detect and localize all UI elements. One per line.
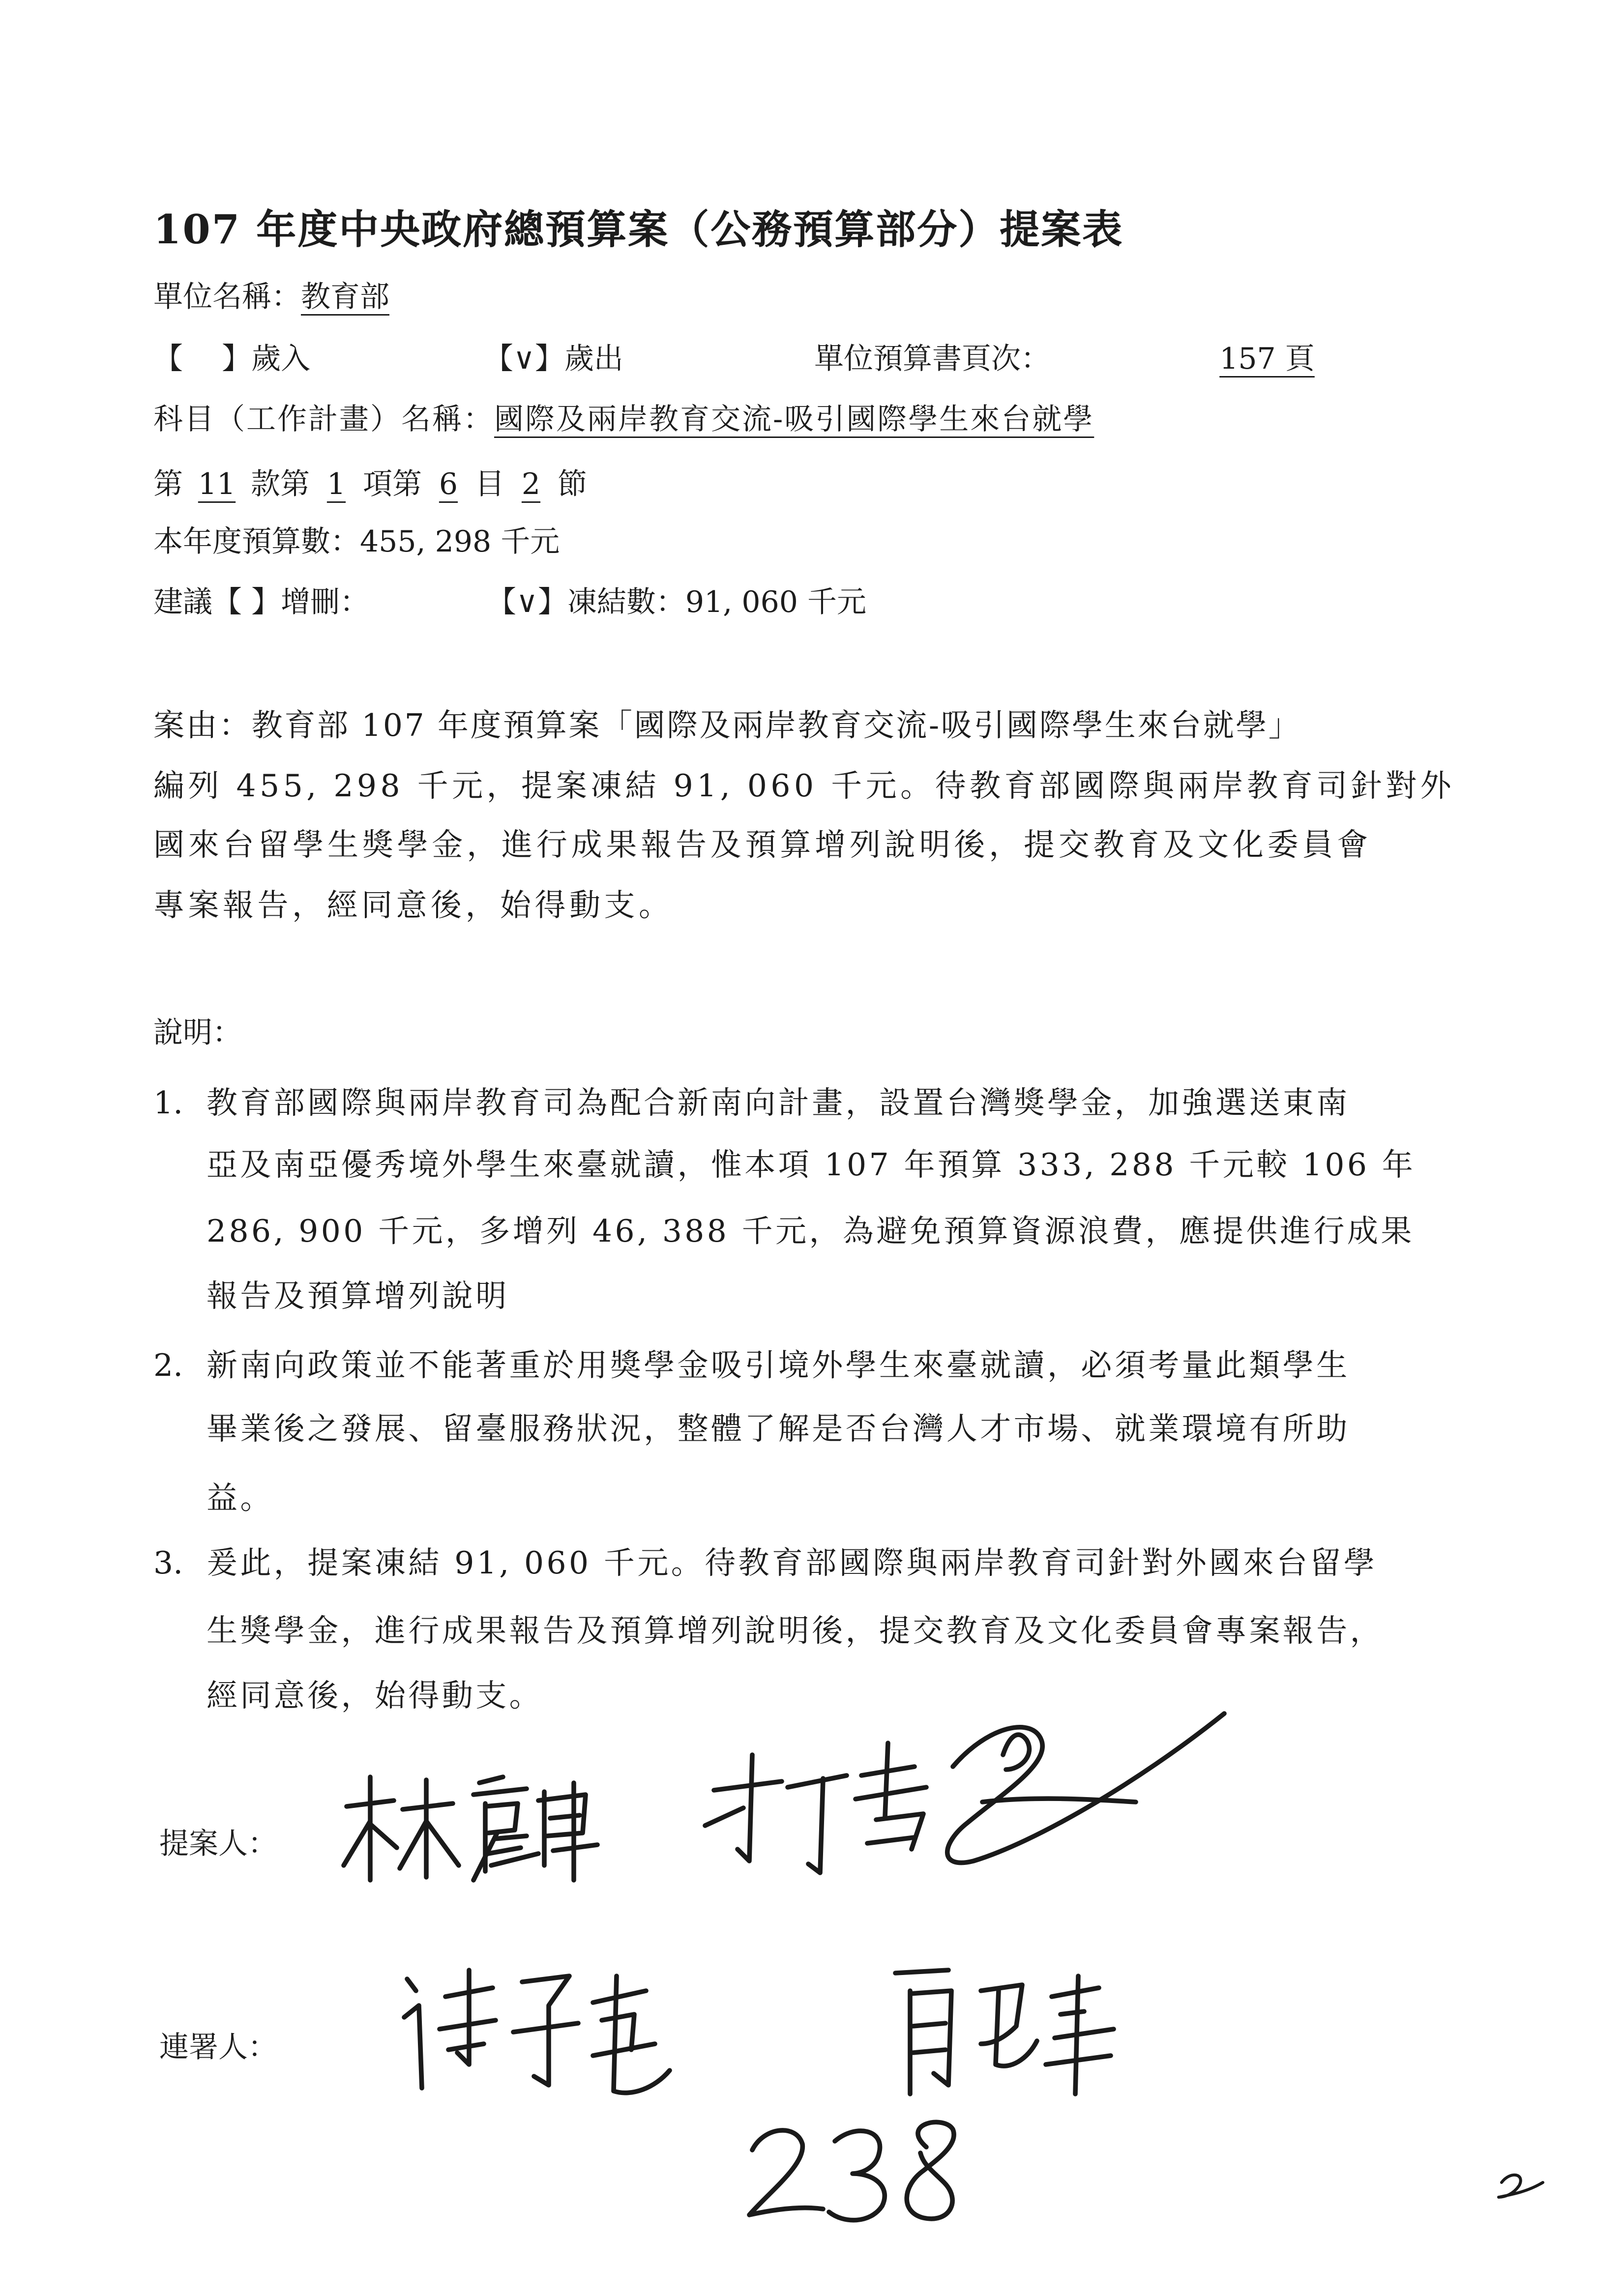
page-number-value: 157 頁 xyxy=(1219,341,1315,376)
item-line: 益。 xyxy=(207,1481,274,1516)
reason-line: 案由：教育部 107 年度預算案「國際及兩岸教育交流-吸引國際學生來台就學」 xyxy=(153,708,1301,743)
section-text-4: 目 xyxy=(475,466,504,501)
proposer-label: 提案人： xyxy=(159,1826,277,1861)
explanation-heading: 說明： xyxy=(153,1015,242,1050)
subject-row xyxy=(153,401,1094,436)
unit-label: 單位名稱： xyxy=(153,279,301,314)
section-value-項: 1 xyxy=(326,466,346,501)
subject-label: 科目（工作計畫）名稱： xyxy=(153,401,494,436)
current-budget: 本年度預算數：455, 298 千元 xyxy=(153,523,560,559)
expense-checkbox: 【∨】歲出 xyxy=(484,341,623,376)
item-line: 畢業後之發展、留臺服務狀況，整體了解是否台灣人才市場、就業環境有所助 xyxy=(207,1411,1350,1447)
section-text-1: 第 xyxy=(153,466,183,501)
cosigner-signature-2 xyxy=(863,1961,1136,2109)
section-text-2: 款第 xyxy=(251,466,310,501)
handwritten-page-number xyxy=(738,2109,988,2241)
section-row xyxy=(153,466,587,501)
item-line: 新南向政策並不能著重於用獎學金吸引境外學生來臺就讀，必須考量此類學生 xyxy=(207,1348,1350,1383)
page-number-label: 單位預算書頁次： xyxy=(814,341,1050,376)
item-line: 生獎學金，進行成果報告及預算增列說明後，提交教育及文化委員會專案報告， xyxy=(207,1613,1384,1649)
item-line: 爰此，提案凍結 91, 060 千元。待教育部國際與兩岸教育司針對外國來台留學 xyxy=(207,1545,1378,1581)
reason-line: 專案報告，經同意後，始得動支。 xyxy=(153,888,674,923)
proposer-signature-2 xyxy=(693,1696,1254,1888)
proposer-signature-1 xyxy=(332,1762,612,1888)
subject-value: 國際及兩岸教育交流-吸引國際學生來台就學 xyxy=(494,401,1094,436)
cosigner-signature-1 xyxy=(395,1961,690,2101)
income-checkbox: 【 】歲入 xyxy=(153,341,311,376)
section-value-款: 11 xyxy=(198,466,236,501)
item-number: 2. xyxy=(153,1348,183,1383)
proposal-adjust: 建議【 】增刪： xyxy=(153,584,370,619)
section-text-5: 節 xyxy=(558,466,587,501)
reason-line: 國來台留學生獎學金，進行成果報告及預算增列說明後，提交教育及文化委員會 xyxy=(153,827,1372,863)
item-number: 3. xyxy=(153,1545,183,1581)
unit-row xyxy=(153,279,389,314)
section-value-節: 2 xyxy=(521,466,541,501)
item-number: 1. xyxy=(153,1085,183,1121)
corner-mark xyxy=(1493,2168,1552,2203)
proposal-freeze: 【∨】凍結數：91, 060 千元 xyxy=(487,584,867,619)
section-text-3: 項第 xyxy=(363,466,422,501)
unit-value: 教育部 xyxy=(301,279,389,314)
form-title: 107 年度中央政府總預算案（公務預算部分）提案表 xyxy=(153,208,1124,254)
section-value-目: 6 xyxy=(439,466,458,501)
item-line: 經同意後，始得動支。 xyxy=(207,1678,543,1714)
item-line: 報告及預算增列說明 xyxy=(207,1279,509,1314)
reason-line: 編列 455, 298 千元，提案凍結 91, 060 千元。待教育部國際與兩岸教育司針對外 xyxy=(153,768,1455,804)
item-line: 286, 900 千元，多增列 46, 388 千元，為避免預算資源浪費，應提供進行成果 xyxy=(207,1214,1415,1249)
cosigner-label: 連署人： xyxy=(159,2029,277,2064)
item-line: 教育部國際與兩岸教育司為配合新南向計畫，設置台灣獎學金，加強選送東南 xyxy=(207,1085,1350,1121)
item-line: 亞及南亞優秀境外學生來臺就讀，惟本項 107 年預算 333, 288 千元較 106 年 xyxy=(207,1147,1416,1183)
